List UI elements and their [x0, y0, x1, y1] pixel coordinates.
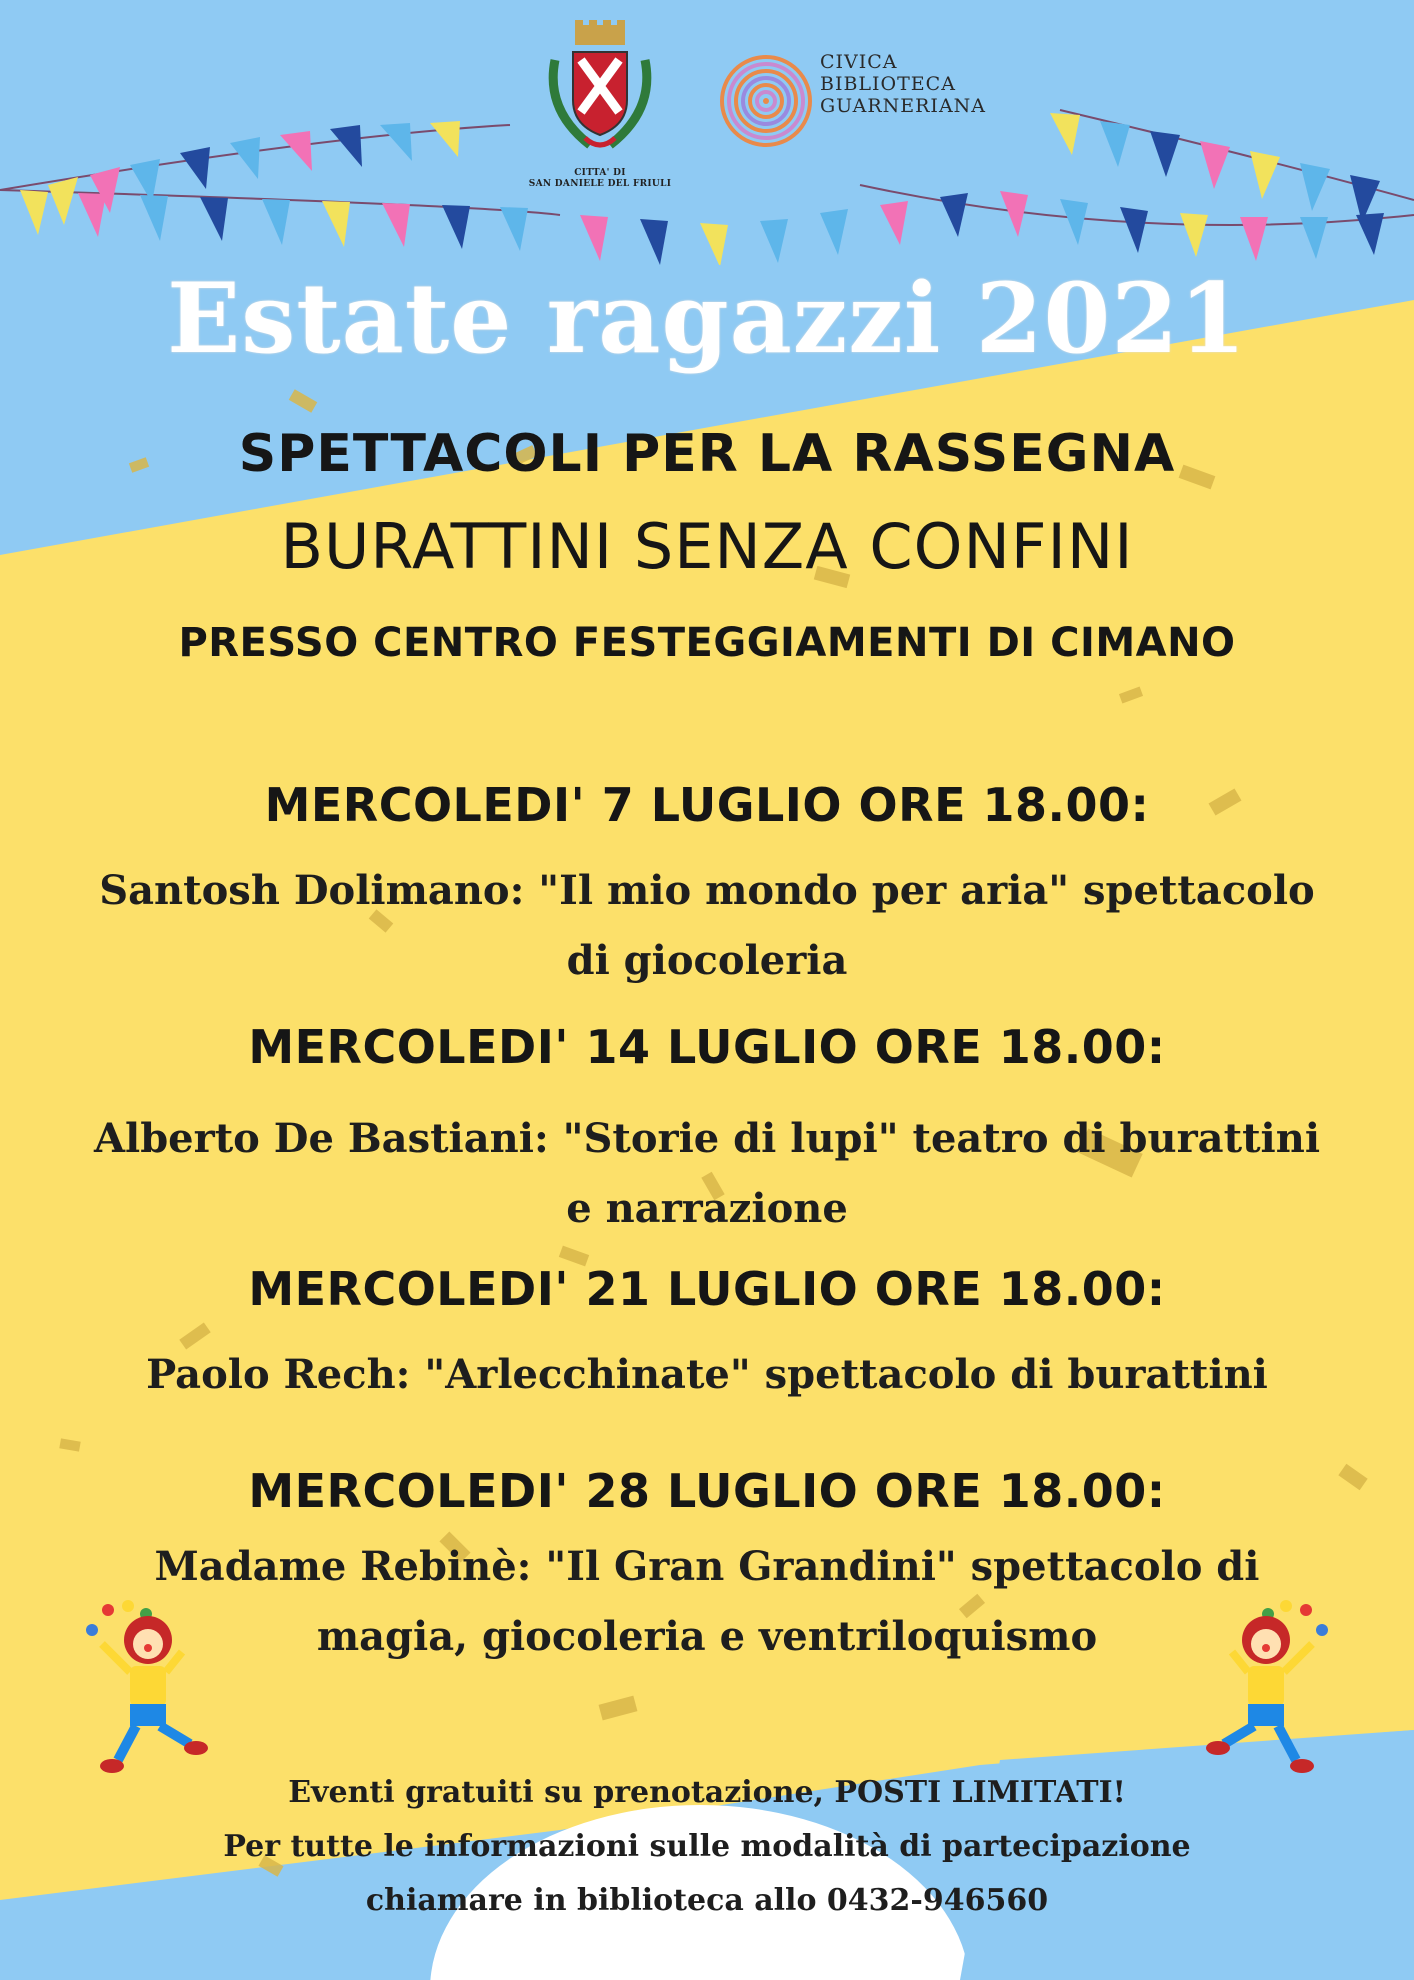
city-caption-line2: SAN DANIELE DEL FRIULI — [528, 179, 672, 189]
event-3-date: MERCOLEDI' 21 LUGLIO ORE 18.00: — [248, 1262, 1166, 1316]
library-name-line1: CIVICA — [820, 51, 898, 73]
event-1-date: MERCOLEDI' 7 LUGLIO ORE 18.00: — [264, 778, 1150, 832]
subtitle-festival-name: BURATTINI SENZA CONFINI — [280, 510, 1134, 583]
city-caption-line1: CITTA' DI — [574, 168, 626, 178]
event-1-desc-line2: di giocoleria — [566, 937, 848, 984]
subtitle-venue: PRESSO CENTRO FESTEGGIAMENTI DI CIMANO — [178, 620, 1236, 666]
footer-line3: chiamare in biblioteca allo 0432-946560 — [365, 1883, 1049, 1918]
event-2-desc-line1: Alberto De Bastiani: "Storie di lupi" teatro di burattini — [93, 1115, 1321, 1162]
city-crest-icon — [545, 20, 655, 165]
event-3-desc-line1: Paolo Rech: "Arlecchinate" spettacolo di burattini — [146, 1351, 1268, 1398]
footer-line1: Eventi gratuiti su prenotazione, POSTI LIMITATI! — [288, 1775, 1126, 1810]
event-2-desc-line2: e narrazione — [566, 1185, 848, 1232]
event-4-date: MERCOLEDI' 28 LUGLIO ORE 18.00: — [248, 1464, 1166, 1518]
subtitle-rassegna: SPETTACOLI PER LA RASSEGNA — [238, 424, 1176, 484]
library-logo-icon — [720, 55, 812, 147]
library-name-line3: GUARNERIANA — [820, 95, 987, 117]
event-4-desc-line1: Madame Rebinè: "Il Gran Grandini" spettacolo di — [154, 1543, 1260, 1590]
event-2-date: MERCOLEDI' 14 LUGLIO ORE 18.00: — [248, 1020, 1166, 1074]
footer-line2: Per tutte le informazioni sulle modalità di partecipazione — [223, 1829, 1191, 1864]
juggling-clown-icon — [78, 1600, 208, 1780]
event-4-desc-line2: magia, giocoleria e ventriloquismo — [316, 1613, 1098, 1660]
event-1-desc-line1: Santosh Dolimano: "Il mio mondo per aria" spettacolo — [99, 867, 1315, 914]
juggling-clown-icon — [1206, 1600, 1336, 1780]
city-caption — [520, 168, 680, 190]
poster-title: Estate ragazzi 2021 — [167, 262, 1247, 375]
library-name-line2: BIBLIOTECA — [820, 73, 956, 95]
